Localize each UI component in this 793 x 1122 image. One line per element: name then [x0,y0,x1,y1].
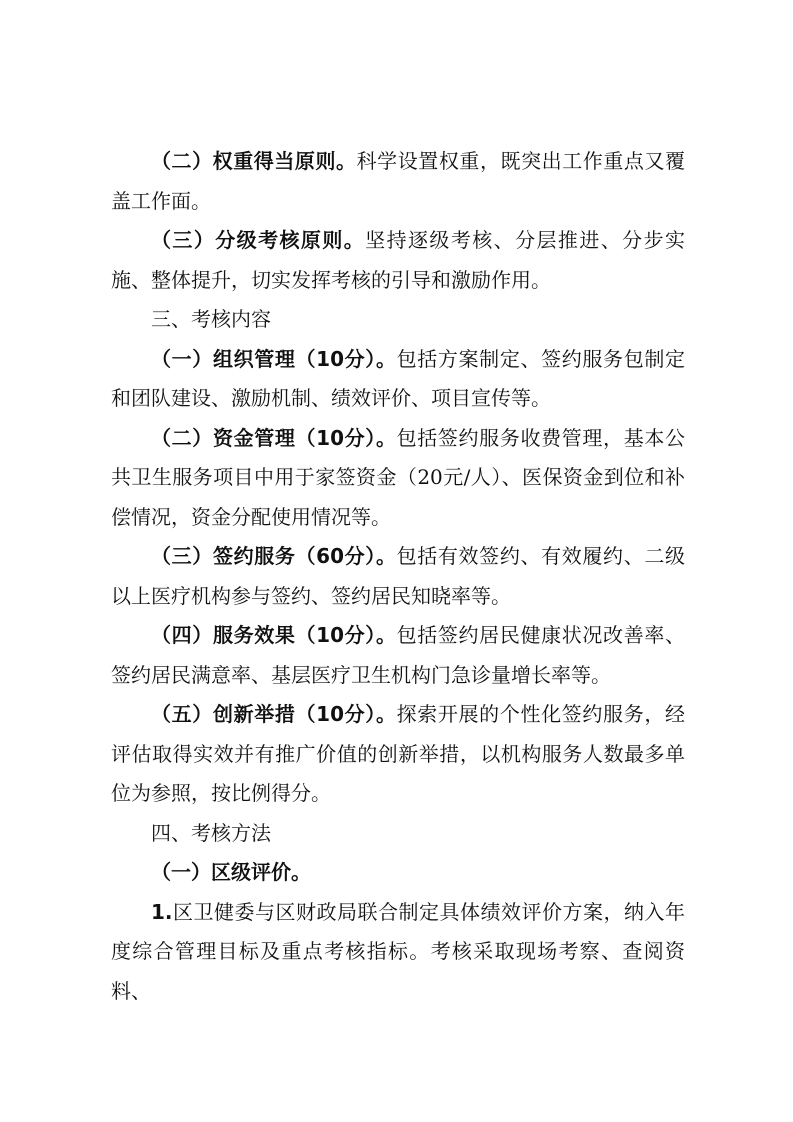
paragraph-fund-management [111,419,685,538]
section-heading-method [111,814,685,854]
paragraph-lead: （三）分级考核原则。 [151,228,366,252]
subheading-district-evaluation [111,853,685,893]
paragraph-text: 坚持逐级考核、分层推进、分步实施、整体提升，切实发挥考核的引导和激励作用。 [111,228,686,292]
paragraph-text: 探索开展的个性化签约服务，经评估取得实效并有推广价值的创新举措，以机构服务人数最多单位为参照，按比例得分。 [111,702,685,805]
paragraph-text: 包括签约服务收费管理，基本公共卫生服务项目中用于家签资金（20元/人）、医保资金到位和补偿情况，资金分配使用情况等。 [111,425,685,529]
paragraph-text: 区卫健委与区财政局联合制定具体绩效评价方案，纳入年度综合管理目标及重点考核指标。考核采取现场考察、查阅资料、 [111,899,685,1003]
paragraph-lead: （三）签约服务（60分）。 [151,544,397,568]
paragraph-lead: （二）资金管理（10分）。 [151,425,397,450]
paragraph-org-management [111,340,685,419]
section-heading-content [111,300,685,340]
paragraph-lead: （一）组织管理（10分）。 [151,346,397,371]
paragraph-contract-service [111,537,685,616]
document-body [111,142,685,1011]
paragraph-lead: （二）权重得当原则。 [151,149,357,173]
heading-text: 四、考核方法 [151,820,271,845]
paragraph-text: 包括有效签约、有效履约、二级以上医疗机构参与签约、签约居民知晓率等。 [111,544,685,608]
paragraph-innovation [111,695,685,814]
paragraph-lead: （五）创新举措（10分）。 [151,702,397,726]
paragraph-service-effect [111,616,685,695]
heading-text: 三、考核内容 [151,307,271,331]
paragraph-text: 科学设置权重，既突出工作重点又覆盖工作面。 [111,149,686,213]
paragraph-text: 包括方案制定、签约服务包制定和团队建设、激励机制、绩效评价、项目宣传等。 [111,346,685,410]
paragraph-lead: 1. [151,899,173,924]
paragraph-lead: （四）服务效果（10分）。 [151,623,397,647]
paragraph-weight-principle [111,142,685,221]
paragraph-item-1 [111,893,685,1012]
paragraph-tiered-principle [111,221,685,300]
paragraph-text: 包括签约居民健康状况改善率、签约居民满意率、基层医疗卫生机构门急诊量增长率等。 [111,623,685,687]
paragraph-lead: （一）区级评价。 [151,860,311,884]
